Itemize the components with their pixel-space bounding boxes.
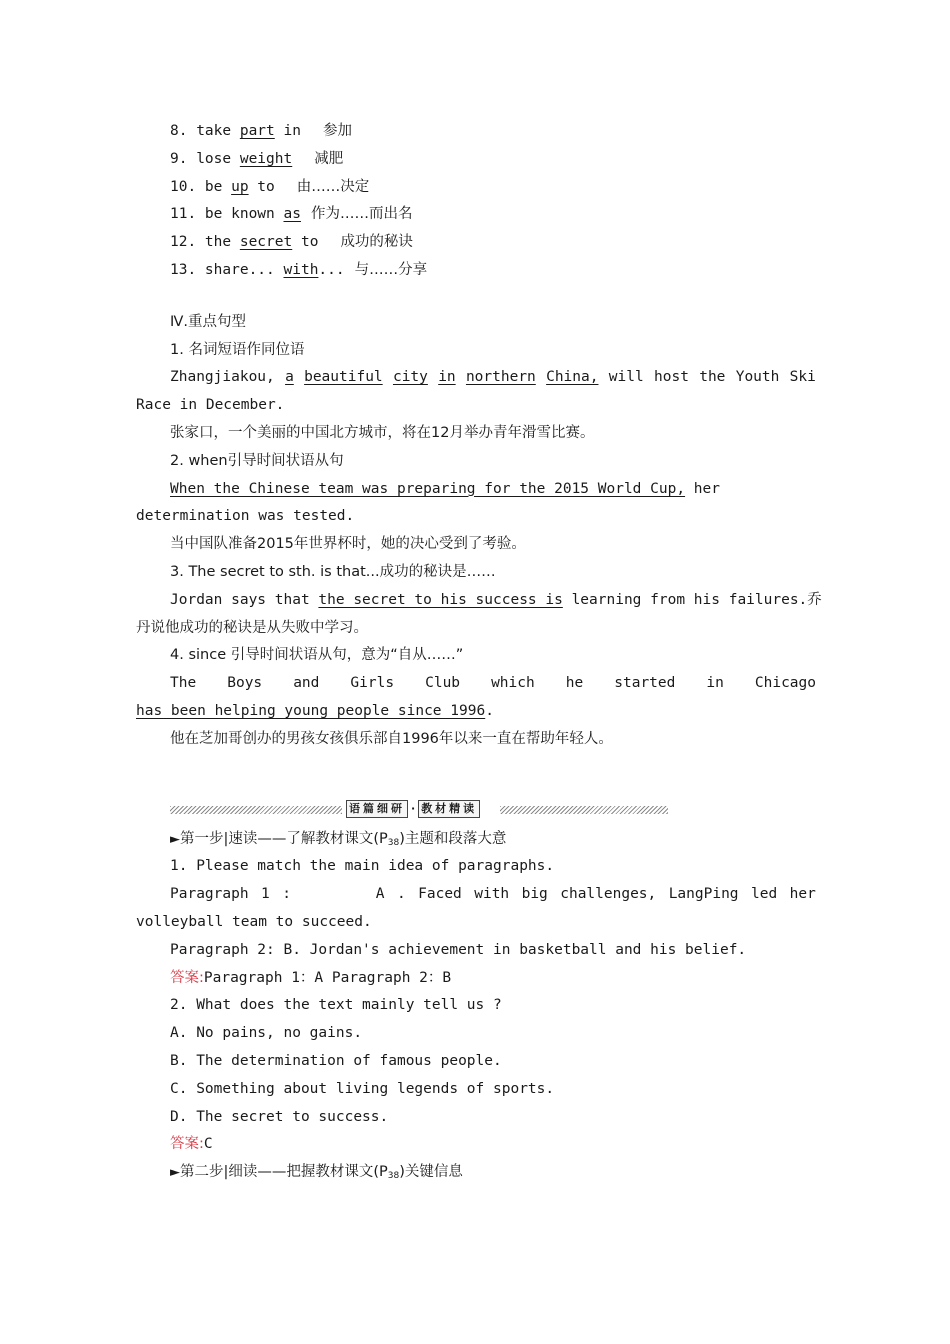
section-title: Ⅳ.重点句型 — [170, 313, 246, 330]
phrase-item: 9. lose weight 减肥 — [170, 150, 344, 167]
triangle-icon: ► — [170, 831, 180, 847]
phrase-item: 10. be up to 由……决定 — [170, 178, 370, 195]
option-a: A. No pains, no gains. — [170, 1025, 363, 1042]
sentence-heading: 2. when引导时间状语从句 — [170, 452, 344, 469]
translation: 他在芝加哥创办的男孩女孩俱乐部自1996年以来一直在帮助年轻人。 — [170, 730, 613, 747]
example-line: The Boys and Girls Club which he started in Chicago — [170, 675, 816, 692]
triangle-icon: ► — [170, 1165, 180, 1181]
phrase-item: 13. share... with... 与……分享 — [170, 261, 428, 278]
example-line: determination was tested. — [136, 508, 355, 525]
translation: 丹说他成功的秘诀是从失败中学习。 — [136, 619, 368, 636]
banner-label: 语篇细研 · 教材精读 — [346, 798, 480, 820]
example-line: Jordan says that the secret to his success is learning from his failures. 乔 — [170, 591, 822, 608]
question: 2. What does the text mainly tell us ? — [170, 997, 502, 1014]
banner-hatch-right — [500, 806, 668, 814]
paragraph-match-line: Paragraph 2: B. Jordan's achievement in basketball and his belief. — [170, 941, 747, 958]
phrase-list — [136, 118, 816, 285]
translation: 当中国队准备2015年世界杯时，她的决心受到了考验。 — [170, 536, 526, 553]
paragraph-match-line: Paragraph 1 : A . Faced with big challenges, LangPing led her — [170, 886, 816, 903]
paragraph-match-line: volleyball team to succeed. — [136, 913, 372, 930]
option-b: B. The determination of famous people. — [170, 1052, 502, 1069]
example-line: When the Chinese team was preparing for the 2015 World Cup, her — [170, 480, 720, 497]
document-page — [136, 118, 822, 1187]
example-line: Zhangjiakou, a beautiful city in northern China, will host the Youth Ski — [170, 369, 816, 386]
answer-line: 答案:C — [170, 1136, 213, 1153]
sentence-heading: 4. since 引导时间状语从句，意为“自从……” — [170, 647, 464, 664]
step1-section — [136, 826, 816, 1160]
step-title: ►第二步|细读——把握教材课文$(P_{38})$关键信息 — [170, 1164, 463, 1182]
sentence-heading: 3. The secret to sth. is that...成功的秘诀是…… — [170, 563, 496, 580]
banner-hatch-left — [170, 806, 342, 814]
step-title: ►第一步|速读——了解教材课文$(P_{38})$主题和段落大意 — [170, 830, 507, 848]
key-sentences-section — [136, 309, 822, 754]
option-c: C. Something about living legends of sports. — [170, 1080, 555, 1097]
answer-line: 答案:Paragraph 1：A Paragraph 2：B — [170, 969, 452, 986]
question: 1. Please match the main idea of paragraphs. — [170, 858, 555, 875]
section-banner — [170, 796, 670, 826]
sentence-heading: 1. 名词短语作同位语 — [170, 341, 305, 358]
phrase-item: 12. the secret to 成功的秘诀 — [170, 234, 413, 251]
phrase-item: 11. be known as 作为……而出名 — [170, 206, 413, 223]
phrase-item: 8. take part in 参加 — [170, 123, 352, 139]
option-d: D. The secret to success. — [170, 1108, 389, 1125]
translation: 张家口，一个美丽的中国北方城市，将在12月举办青年滑雪比赛。 — [170, 424, 595, 441]
example-line: has been helping young people since 1996. — [136, 702, 494, 719]
example-line: Race in December. — [136, 397, 285, 414]
step2-section — [136, 1159, 816, 1187]
